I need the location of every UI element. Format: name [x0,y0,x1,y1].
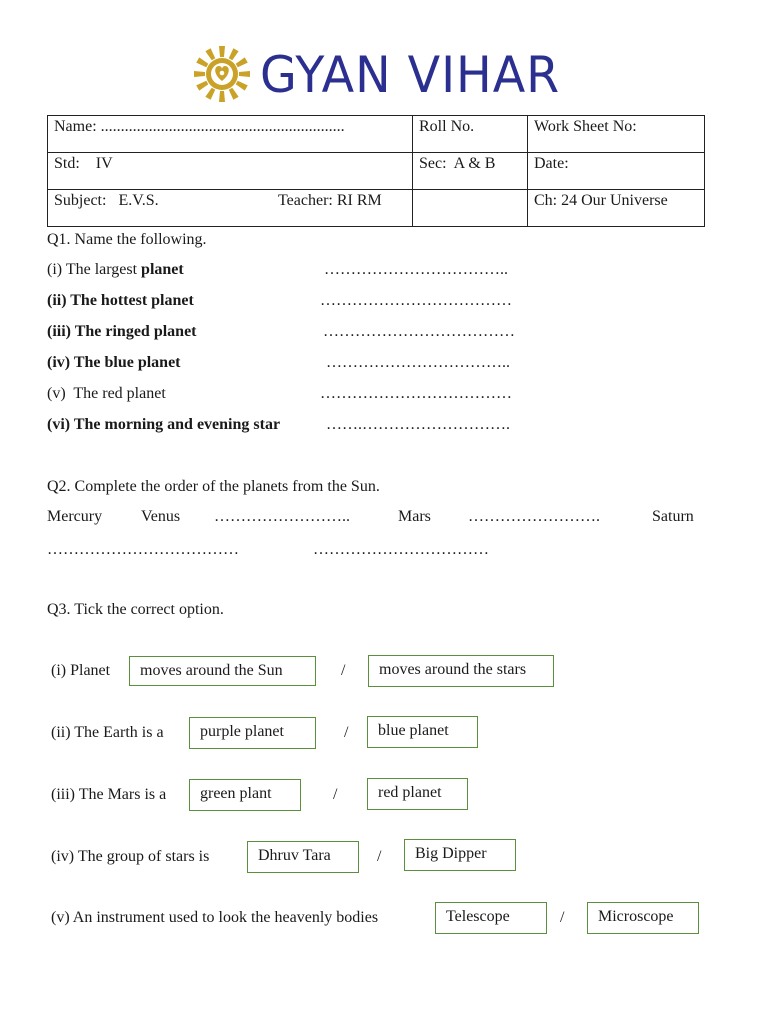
subject-cell [48,190,413,227]
teacher-label: Teacher: [278,192,333,209]
q3-question: (iii) The Mars is a [51,786,167,803]
date-cell [528,153,705,190]
sec-label: Sec: [419,155,447,172]
option-box[interactable] [189,717,316,749]
q2-title: Q2. Complete the order of the planets from the Sun. [47,478,380,495]
option-label: blue planet [378,722,449,739]
option-box[interactable] [587,902,699,934]
option-label: purple planet [200,723,284,740]
option-label: Telescope [446,908,510,925]
answer-blank: …….………………………. [326,416,510,433]
q1-item [47,354,181,372]
std-value: IV [95,155,113,172]
worksheet-label: Work Sheet No: [534,118,637,135]
subject-value: E.V.S. [118,192,159,209]
option-label: red planet [378,784,442,801]
q3-question: (ii) The Earth is a [51,724,164,741]
q1-item-bold: (vi) The morning and evening star [47,416,281,433]
option-label: moves around the stars [379,661,527,678]
option-label: green plant [200,785,272,802]
q3-question: (v) An instrument used to look the heavenly bodies [51,909,379,926]
brand-title: GYAN VIHAR [260,46,561,104]
planet-word: Mercury [47,508,103,525]
q3-title: Q3. Tick the correct option. [47,601,224,618]
name-cell [48,116,413,153]
option-separator: / [344,724,349,741]
sec-cell [413,153,528,190]
answer-blank: ……………………………… [320,385,512,402]
chapter-label: Ch: 24 Our Universe [534,192,668,209]
q3-question: (i) Planet [51,662,111,679]
chapter-cell [528,190,705,227]
option-box[interactable] [189,779,301,811]
student-info-table [47,115,705,227]
answer-blank: …………………………… [313,541,489,558]
q1-item-bold: (ii) The hottest planet [47,292,194,309]
answer-blank: …………………………….. [326,354,510,371]
q1-item [47,261,184,279]
option-separator: / [341,662,346,679]
planet-word: Venus [141,508,181,525]
subject-label: Subject: [54,192,107,209]
option-box[interactable] [367,778,468,810]
std-label: Std: [54,155,80,172]
planet-word: Mars [398,508,431,525]
roll-cell [413,116,528,153]
q1-item [47,323,197,341]
std-cell [48,153,413,190]
option-box[interactable] [404,839,516,871]
option-box[interactable] [435,902,547,934]
q1-item [47,292,194,310]
option-box[interactable] [368,655,554,687]
answer-blank: ……………………………… [320,292,512,309]
roll-label: Roll No. [419,118,475,135]
option-label: Microscope [598,908,674,925]
option-separator: / [560,909,565,926]
q1-item-bold: (iii) The ringed planet [47,323,197,340]
teacher-value: RI RM [336,192,382,209]
planet-word: Saturn [652,508,694,525]
option-label: Dhruv Tara [258,847,331,864]
option-label: moves around the Sun [140,662,283,679]
sec-value: A & B [453,155,496,172]
q1-item-prefix: (v) The red planet [47,385,166,402]
q1-item [47,385,166,403]
sun-emblem-icon [190,44,254,104]
option-label: Big Dipper [415,845,487,862]
answer-blank: …………………….. [214,508,350,525]
name-label: Name: ............................................................. [54,118,345,135]
q1-item-bold: (iv) The blue planet [47,354,181,371]
date-label: Date: [534,155,569,172]
worksheet-cell [528,116,705,153]
q1-item-bold: planet [141,261,184,278]
empty-cell [413,190,528,227]
q1-title: Q1. Name the following. [47,231,207,248]
option-box[interactable] [247,841,359,873]
answer-blank: ……………………………… [47,541,239,558]
q1-item-prefix: (i) The largest [47,261,142,278]
q1-item [47,416,280,434]
answer-blank: ……………………. [468,508,600,525]
answer-blank: …………………………….. [324,261,508,278]
answer-blank: ……………………………… [323,323,515,340]
option-box[interactable] [367,716,478,748]
option-box[interactable] [129,656,316,686]
q3-question: (iv) The group of stars is [51,848,210,865]
option-separator: / [377,848,382,865]
option-separator: / [333,786,338,803]
